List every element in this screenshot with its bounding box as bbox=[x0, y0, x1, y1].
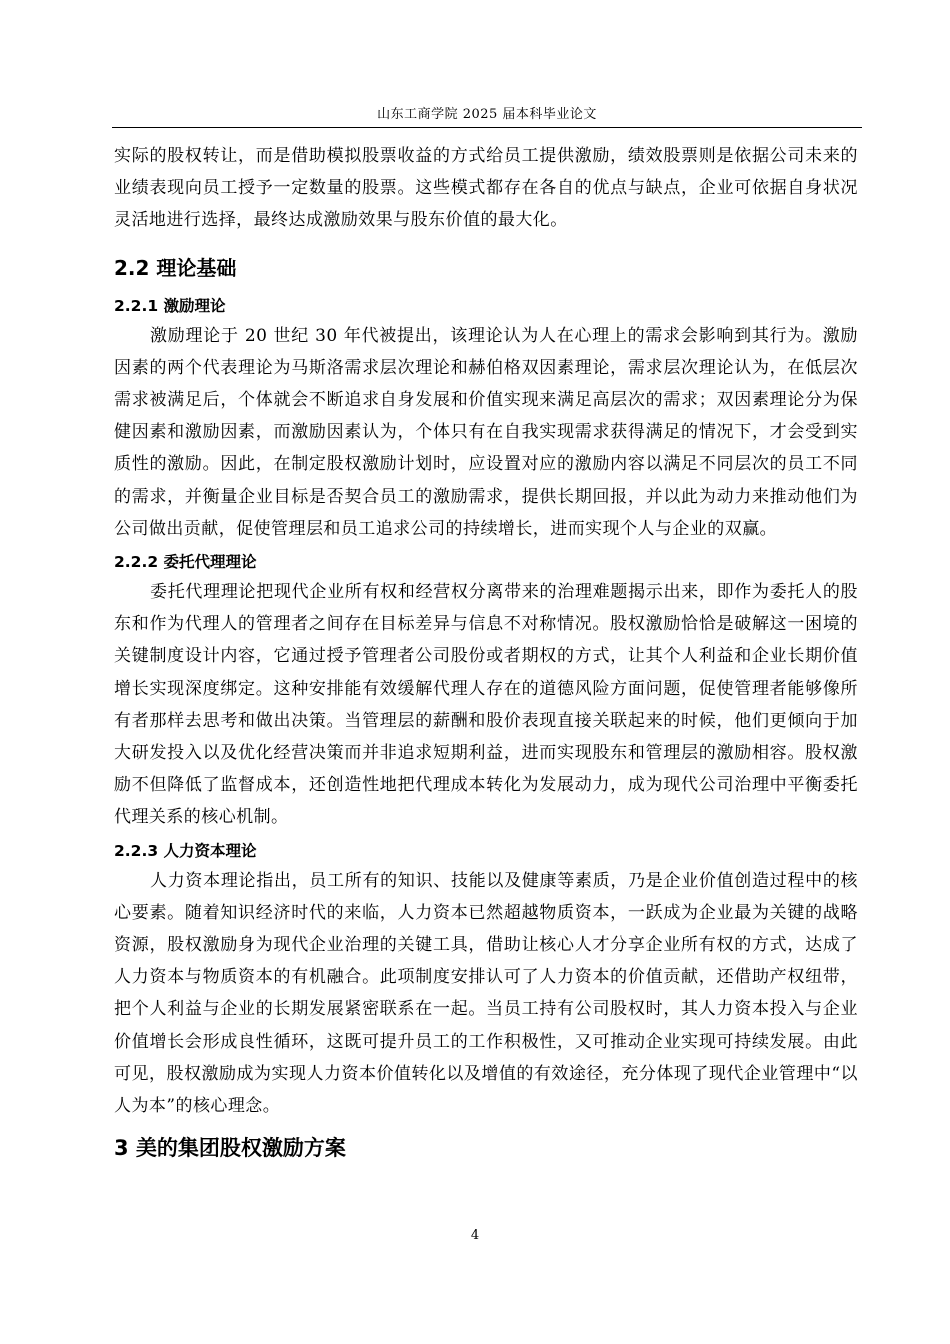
intro-paragraph: 实际的股权转让，而是借助模拟股票收益的方式给员工提供激励，绩效股票则是依据公司未来的业绩表现向员工授予一定数量的股票。这些模式都存在各自的优点与缺点，企业可依据自身状况灵活地进行选择，最终达成激励效果与股东价值的最大化。 bbox=[114, 146, 858, 231]
header-rule bbox=[112, 127, 862, 128]
paragraph-principal-agent-theory: 委托代理理论把现代企业所有权和经营权分离带来的治理难题揭示出来，即作为委托人的股东和作为代理人的管理者之间存在目标差异与信息不对称情况。股权激励恰恰是破解这一困境的关键制度设计内容，它通过授予管理者公司股份或者期权的方式，让其个人利益和企业长期价值增长实现深度绑定。这种安排能有效缓解代理人存在的道德风险方面问题，促使管理者能够像所有者那样去思考和做出决策。当管理层的薪酬和股价表现直接关联起来的时候，他们更倾向于加大研发投入以及优化经营决策而并非追求短期利益，进而实现股东和管理层的激励相容。股权激励不但降低了监督成本，还创造性地把代理成本转化为发展动力，成为现代公司治理中平衡委托代理关系的核心机制。 bbox=[114, 582, 858, 828]
subsection-heading-2-2-3: 2.2.3 人力资本理论 bbox=[114, 841, 257, 860]
paragraph-incentive-theory: 激励理论于 20 世纪 30 年代被提出，该理论认为人在心理上的需求会影响到其行为。激励因素的两个代表理论为马斯洛需求层次理论和赫伯格双因素理论，需求层次理论认为，在低层次需求被满足后，个体就会不断追求自身发展和价值实现来满足高层次的需求；双因素理论分为保健因素和激励因素，而激励因素认为，个体只有在自我实现需求获得满足的情况下，才会受到实质性的激励。因此，在制定股权激励计划时，应设置对应的激励内容以满足不同层次的员工不同的需求，并衡量企业目标是否契合员工的激励需求，提供长期回报，并以此为动力来推动他们为公司做出贡献，促使管理层和员工追求公司的持续增长，进而实现个人与企业的双赢。 bbox=[114, 325, 858, 539]
page-header: 山东工商学院 2025 届本科毕业论文 bbox=[377, 107, 597, 122]
subsection-heading-2-2-2: 2.2.2 委托代理理论 bbox=[114, 553, 257, 572]
section-heading-2-2: 2.2 理论基础 bbox=[114, 255, 237, 280]
chapter-heading-3: 3 美的集团股权激励方案 bbox=[114, 1136, 346, 1161]
paragraph-human-capital-theory: 人力资本理论指出，员工所有的知识、技能以及健康等素质，乃是企业价值创造过程中的核心要素。随着知识经济时代的来临，人力资本已然超越物质资本，一跃成为企业最为关键的战略资源，股权激励身为现代企业治理的关键工具，借助让核心人才分享企业所有权的方式，达成了人力资本与物质资本的有机融合。此项制度安排认可了人力资本的价值贡献，还借助产权纽带，把个人利益与企业的长期发展紧密联系在一起。当员工持有公司股权时，其人力资本投入与企业价值增长会形成良性循环，这既可提升员工的工作积极性，又可推动企业实现可持续发展。由此可见，股权激励成为实现人力资本价值转化以及增值的有效途径，充分体现了现代企业管理中“以人为本”的核心理念。 bbox=[114, 870, 858, 1117]
page-content bbox=[114, 140, 858, 1164]
subsection-heading-2-2-1: 2.2.1 激励理论 bbox=[114, 296, 226, 315]
page-number: 4 bbox=[470, 1228, 480, 1243]
